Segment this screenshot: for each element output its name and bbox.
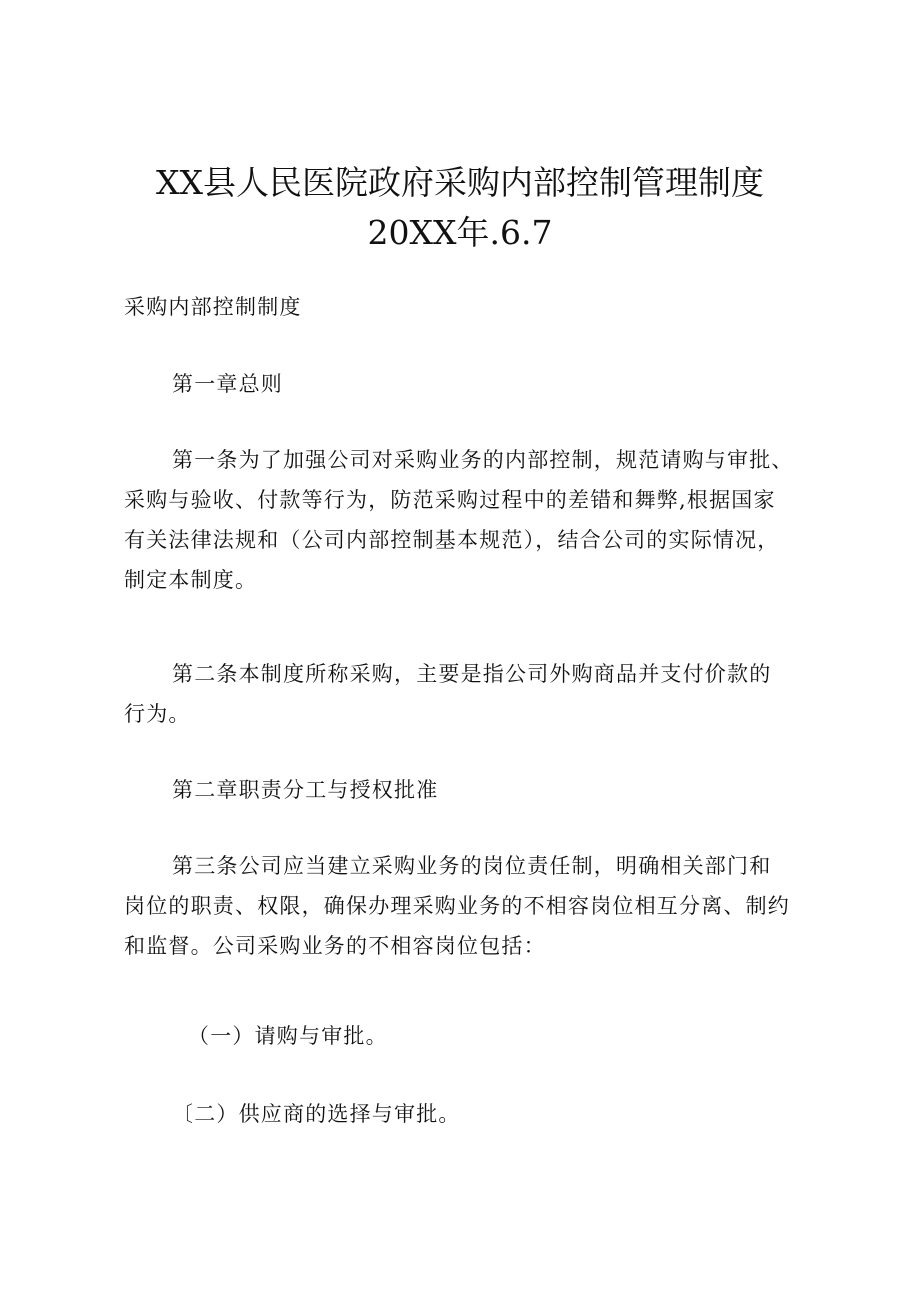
article-2-line: 第二条本制度所称采购，主要是指公司外购商品并支付价款的 (172, 662, 772, 686)
article-3-line: 岗位的职责、权限，确保办理采购业务的不相容岗位相互分离、制约 (124, 894, 790, 918)
article-3-paragraph (124, 846, 814, 966)
article-1-line: 制定本制度。 (124, 568, 258, 592)
article-2-line: 行为。 (124, 702, 191, 726)
article-1-paragraph (124, 440, 814, 600)
article-2-paragraph (124, 654, 814, 734)
title-date: 20XX年.6.7 (367, 213, 553, 252)
article-1-line: 有关法律法规和（公司内部控制基本规范），结合公司的实际情况， (124, 528, 780, 552)
article-3-line: 第三条公司应当建立采购业务的岗位责任制，明确相关部门和 (172, 854, 772, 878)
list-item-1: （一）请购与审批。 (188, 1024, 388, 1048)
section-heading: 采购内部控制制度 (124, 295, 302, 319)
list-item-2: 〔二）供应商的选择与审批。 (172, 1102, 461, 1126)
title-line-1: XX县人民医院政府采购内部控制管理制度 (156, 163, 764, 202)
chapter-2-heading: 第二章职责分工与授权批准 (172, 778, 439, 802)
article-3-line: 和监督。公司采购业务的不相容岗位包括： (124, 934, 546, 958)
article-1-line: 采购与验收、付款等行为，防范采购过程中的差错和舞弊,根据国家 (124, 488, 776, 512)
article-1-line: 第一条为了加强公司对采购业务的内部控制，规范请购与审批、 (172, 448, 794, 472)
chapter-1-heading: 第一章总则 (172, 372, 283, 396)
document-title (0, 158, 920, 258)
